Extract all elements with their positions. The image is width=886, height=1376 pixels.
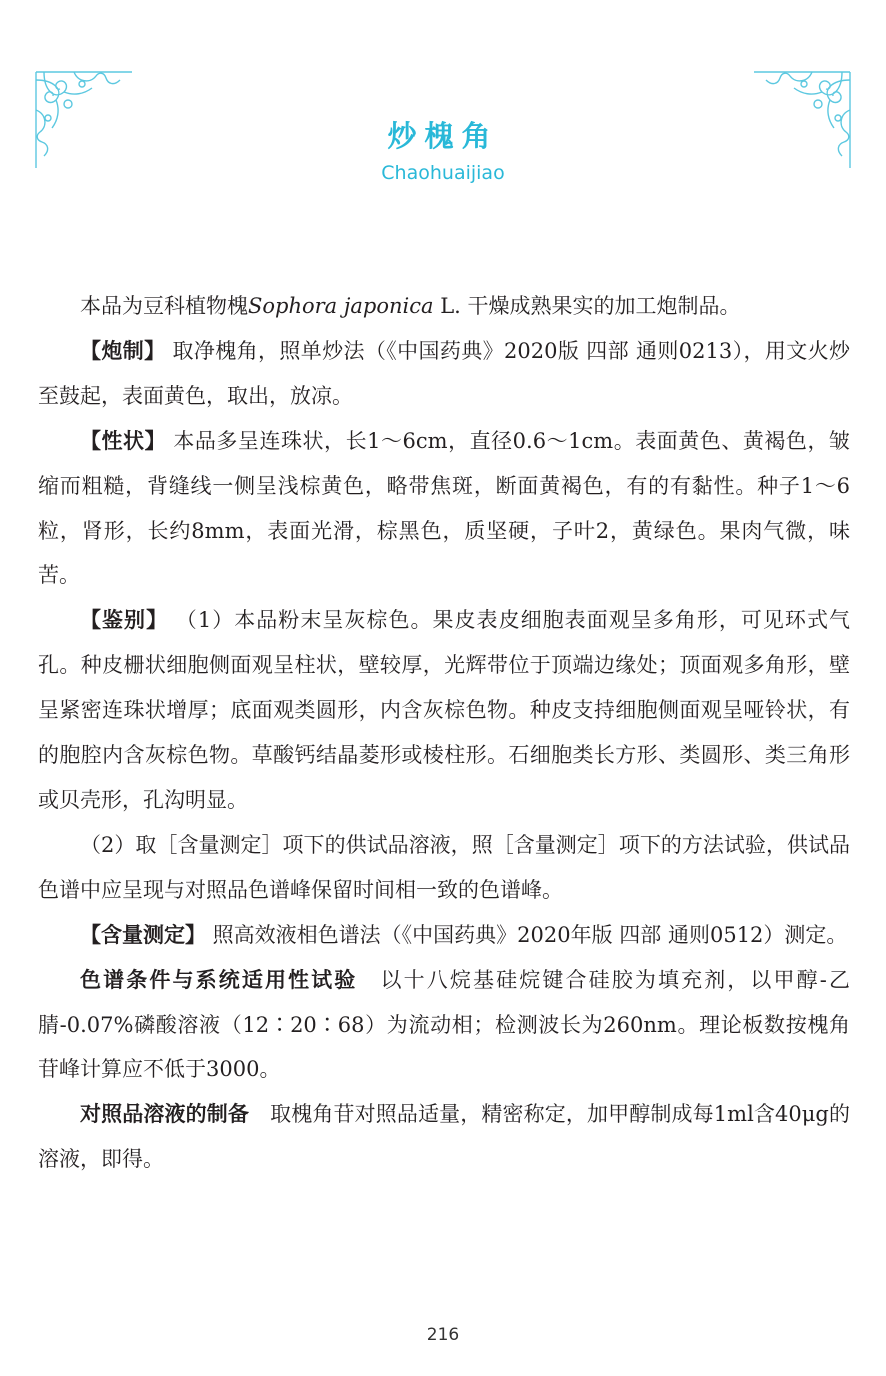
reference-heading: 对照品溶液的制备 [80, 1102, 250, 1127]
page-title: 炒槐角 [387, 119, 499, 153]
page-number: 216 [426, 1325, 460, 1345]
character-paragraph [38, 419, 850, 599]
intro-text-end: L. 干燥成熟果实的加工炮制品。 [433, 294, 741, 318]
chromatography-paragraph [38, 958, 850, 1093]
assay-heading: 【含量测定】 [80, 922, 206, 947]
processing-text: 取净槐角，照单炒法（《中国药典》2020版 四部 通则0213），用文火炒至鼓起，表面黄色，取出，放凉。 [38, 338, 850, 408]
identification-text-1: （1）本品粉末呈灰棕色。果皮表皮细胞表面观呈多角形，可见环式气孔。种皮栅状细胞侧面观呈柱状，壁较厚，光辉带位于顶端边缘处；顶面观多角形，壁呈紧密连珠状增厚；底面观类圆形，内含灰棕色物。种皮支持细胞侧面观呈哑铃状，有的胞腔内含灰棕色物。草酸钙结晶菱形或棱柱形。石细胞类长方形、类圆形、类三角形或贝壳形，孔沟明显。 [38, 608, 850, 812]
reference-paragraph [38, 1092, 850, 1182]
reference-text: 取槐角苷对照品适量，精密称定，加甲醇制成每1ml含40μg的溶液，即得。 [38, 1102, 850, 1172]
identification-heading: 【鉴别】 [80, 608, 169, 633]
intro-text: 本品为豆科植物槐 [80, 294, 248, 318]
character-text: 本品多呈连珠状，长1～6cm，直径0.6～1cm。表面黄色、黄褐色，皱缩而粗糙，背缝线一侧呈浅棕黄色，略带焦斑，断面黄褐色，有的有黏性。种子1～6粒，肾形，长约8mm，表面光滑，棕黑色，质坚硬，子叶2，黄绿色。果肉气微，味苦。 [38, 428, 850, 588]
assay-text: 照高效液相色谱法（《中国药典》2020年版 四部 通则0512）测定。 [206, 922, 848, 947]
identification-paragraph [38, 598, 850, 823]
processing-paragraph [38, 329, 850, 419]
character-heading: 【性状】 [80, 428, 167, 453]
identification-text-2: （2）取［含量测定］项下的供试品溶液，照［含量测定］项下的方法试验，供试品色谱中应呈现与对照品色谱峰保留时间相一致的色谱峰。 [38, 832, 850, 902]
processing-heading: 【炮制】 [80, 338, 166, 363]
latin-name: Sophora japonica [248, 294, 434, 318]
assay-paragraph [38, 913, 850, 958]
page-subtitle-pinyin: Chaohuaijiao [381, 162, 505, 184]
monograph-body [38, 284, 850, 1182]
chromatography-heading: 色谱条件与系统适用性试验 [80, 967, 358, 992]
intro-paragraph [38, 284, 850, 329]
identification-paragraph-2 [38, 823, 850, 913]
chromatography-text: 以十八烷基硅烷键合硅胶为填充剂，以甲醇-乙腈-0.07%磷酸溶液（12∶20∶68）为流动相；检测波长为260nm。理论板数按槐角苷峰计算应不低于3000。 [38, 967, 850, 1082]
